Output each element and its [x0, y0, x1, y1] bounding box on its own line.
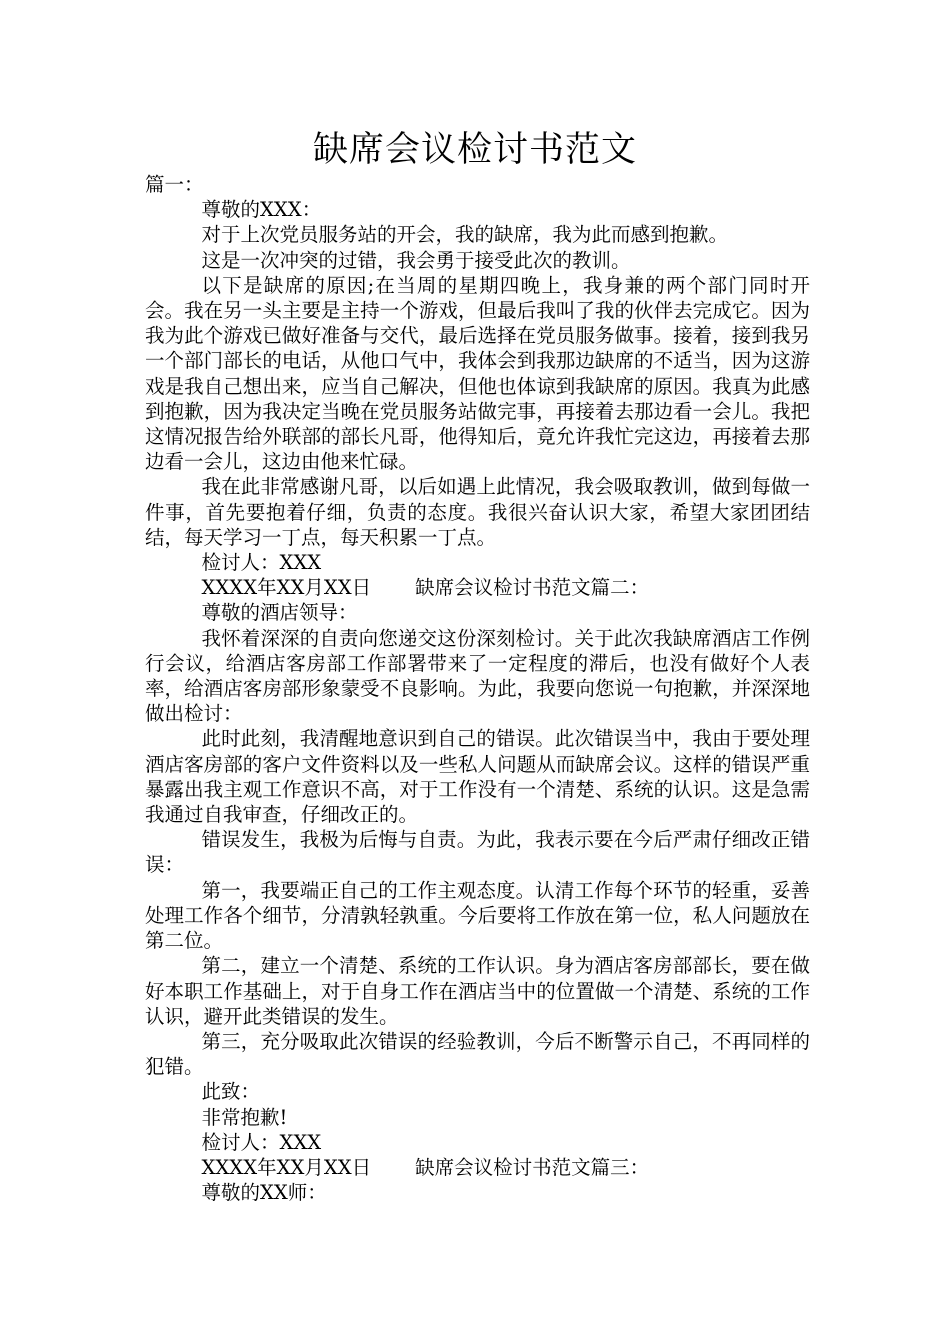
part2-date: XXXX年XX月XX日 — [201, 1155, 372, 1179]
part1-signer: 检讨人：XXX — [201, 551, 322, 575]
part1-paragraph-4: 我在此非常感谢凡哥，以后如遇上此情况，我会吸取教训，做到每做一件事，首先要抱着仔细，负责的态度。我很兴奋认识大家，希望大家团团结结，每天学习一丁点，每天积累一丁点。 — [145, 475, 810, 549]
part2-paragraph-2: 此时此刻，我清醒地意识到自己的错误。此次错误当中，我由于要处理酒店客房部的客户文件资料以及一些私人问题从而缺席会议。这样的错误严重暴露出我主观工作意识不高，对于工作没有一个清楚、系统的认识。这是急需我通过自我审查，仔细改正的。 — [145, 727, 810, 827]
part1-date: XXXX年XX月XX日 — [201, 576, 372, 600]
part2-paragraph-3: 错误发生，我极为后悔与自责。为此，我表示要在今后严肃仔细改正错误： — [145, 828, 810, 877]
part2-heading: 缺席会议检讨书范文篇二： — [415, 576, 650, 600]
part2-salutation: 尊敬的酒店领导： — [201, 601, 358, 625]
document-body — [145, 172, 810, 1205]
part1-paragraph-2: 这是一次冲突的过错，我会勇于接受此次的教训。 — [201, 248, 631, 272]
part1-paragraph-1: 对于上次党员服务站的开会，我的缺席，我为此而感到抱歉。 — [201, 223, 729, 247]
part2-paragraph-1: 我怀着深深的自责向您递交这份深刻检讨。关于此次我缺席酒店工作例行会议，给酒店客房部工作部署带来了一定程度的滞后，也没有做好个人表率，给酒店客房部形象蒙受不良影响。为此，我要向您说一句抱歉，并深深地做出检讨： — [145, 626, 810, 726]
part2-date-line — [145, 1155, 810, 1180]
part2-closing: 此致： — [201, 1080, 261, 1104]
part2-apology: 非常抱歉! — [201, 1105, 288, 1129]
part1-label: 篇一： — [145, 173, 204, 196]
part1-salutation: 尊敬的XXX： — [201, 198, 322, 222]
part2-signer: 检讨人：XXX — [201, 1130, 322, 1154]
document-title: 缺席会议检讨书范文 — [312, 130, 637, 170]
part2-paragraph-5: 第二，建立一个清楚、系统的工作认识。身为酒店客房部部长，要在做好本职工作基础上，对于自身工作在酒店当中的位置做一个清楚、系统的工作认识，避开此类错误的发生。 — [145, 954, 810, 1028]
part2-paragraph-6: 第三，充分吸取此次错误的经验教训，今后不断警示自己，不再同样的犯错。 — [145, 1029, 810, 1079]
part2-paragraph-4: 第一，我要端正自己的工作主观态度。认清工作每个环节的轻重，妥善处理工作各个细节，分清孰轻孰重。今后要将工作放在第一位，私人问题放在第二位。 — [145, 878, 810, 953]
part3-salutation: 尊敬的XX师： — [201, 1181, 327, 1205]
part3-heading: 缺席会议检讨书范文篇三： — [415, 1155, 650, 1179]
part1-date-line — [145, 575, 810, 600]
part1-paragraph-3: 以下是缺席的原因;在当周的星期四晚上，我身兼的两个部门同时开会。我在另一头主要是主持一个游戏，但最后我叫了我的伙伴去完成它。因为我为此个游戏已做好准备与交代，最后选择在党员服务做事。接着，接到我另一个部门部长的电话，从他口气中，我体会到我那边缺席的不适当，因为这游戏是我自己想出来，应当自己解决，但他也体谅到我缺席的原因。我真为此感到抱歉，因为我决定当晚在党员服务站做完事，再接着去那边看一会儿。我把这情况报告给外联部的部长凡哥，他得知后，竟允许我忙完这边，再接着去那边看一会儿，这边由他来忙碌。 — [145, 273, 810, 474]
